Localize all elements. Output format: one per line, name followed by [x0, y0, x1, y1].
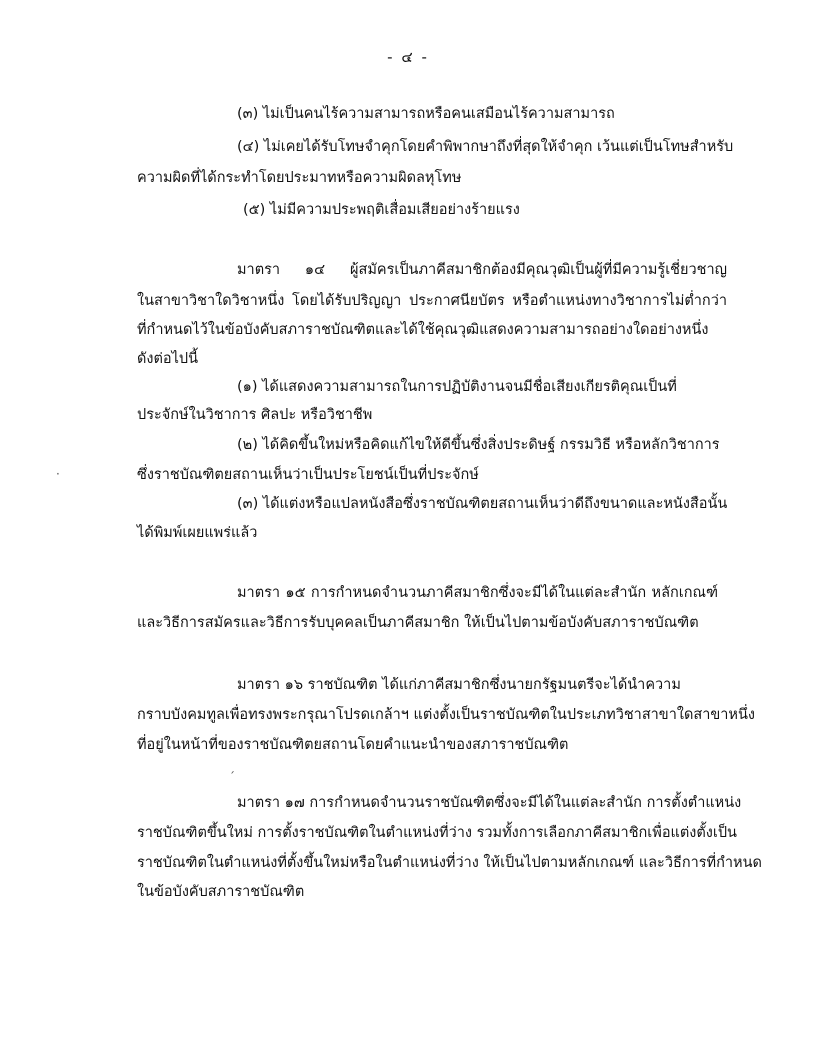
text-line: (๒) ได้คิดขึ้นใหม่หรือคิดแก้ไขให้ดีขึ้นซึ่งสิ่งประดิษฐ์ กรรมวิธี หรือหลักวิชาการ — [237, 437, 720, 453]
text-line: ราชบัณฑิตขึ้นใหม่ การตั้งราชบัณฑิตในตำแหน่งที่ว่าง รวมทั้งการเลือกภาคีสมาชิกเพื่อแต่งตั้งเป็น — [137, 825, 737, 841]
text-line: (๓) ได้แต่งหรือแปลหนังสือซึ่งราชบัณฑิตยสถานเห็นว่าดีถึงขนาดและหนังสือนั้น — [237, 496, 728, 512]
text-line: และวิธีการสมัครและวิธีการรับบุคคลเป็นภาคีสมาชิก ให้เป็นไปตามข้อบังคับสภาราชบัณฑิต — [137, 615, 699, 631]
text-line: ได้พิมพ์เผยแพร่แล้ว — [137, 525, 258, 541]
text-line: ที่อยู่ในหน้าที่ของราชบัณฑิตยสถานโดยคำแนะนำของสภาราชบัณฑิต — [137, 737, 569, 753]
text-line: ในข้อบังคับสภาราชบัณฑิต — [137, 884, 305, 900]
text-line: ประจักษ์ในวิชาการ ศิลปะ หรือวิชาชีพ — [137, 407, 373, 423]
page-number: - ๔ - — [387, 48, 429, 66]
text-line: ดังต่อไปนี้ — [137, 351, 199, 367]
scan-speck: ˊ — [229, 770, 235, 784]
text-line: มาตรา ๑๔ ผู้สมัครเป็นภาคีสมาชิกต้องมีคุณวุฒิเป็นผู้ที่มีความรู้เชี่ยวชาญ — [237, 262, 727, 278]
text-line: ซึ่งราชบัณฑิตยสถานเห็นว่าเป็นประโยชน์เป็นที่ประจักษ์ — [137, 467, 479, 483]
text-line: ที่กำหนดไว้ในข้อบังคับสภาราชบัณฑิตและได้ใช้คุณวุฒิแสดงความสามารถอย่างใดอย่างหนึ่ง — [137, 322, 709, 338]
text-line: (๕) ไม่มีความประพฤติเสื่อมเสียอย่างร้ายแรง — [243, 202, 520, 218]
text-line: มาตรา ๑๗ การกำหนดจำนวนราชบัณฑิตซึ่งจะมีได้ในแต่ละสำนัก การตั้งตำแหน่ง — [237, 795, 742, 811]
text-line: (๔) ไม่เคยได้รับโทษจำคุกโดยคำพิพากษาถึงที่สุดให้จำคุก เว้นแต่เป็นโทษสำหรับ — [237, 139, 734, 155]
text-line: กราบบังคมทูลเพื่อทรงพระกรุณาโปรดเกล้าฯ แต่งตั้งเป็นราชบัณฑิตในประเภทวิชาสาขาใดสาขาหนึ่ง — [137, 707, 755, 723]
text-line: ราชบัณฑิตในตำแหน่งที่ตั้งขึ้นใหม่หรือในตำแหน่งที่ว่าง ให้เป็นไปตามหลักเกณฑ์ และวิธีการที่กำหนด — [137, 855, 762, 871]
text-line: (๓) ไม่เป็นคนไร้ความสามารถหรือคนเสมือนไร้ความสามารถ — [237, 106, 615, 122]
text-line: (๑) ได้แสดงความสามารถในการปฏิบัติงานจนมีชื่อเสียงเกียรติคุณเป็นที่ — [237, 379, 677, 395]
text-line: มาตรา ๑๕ การกำหนดจำนวนภาคีสมาชิกซึ่งจะมีได้ในแต่ละสำนัก หลักเกณฑ์ — [237, 585, 718, 601]
text-line: ความผิดที่ได้กระทำโดยประมาทหรือความผิดลหุโทษ — [137, 170, 462, 186]
text-line: ในสาขาวิชาใดวิชาหนึ่ง โดยได้รับปริญญา ประกาศนียบัตร หรือตำแหน่งทางวิชาการไม่ต่ำกว่า — [137, 293, 727, 309]
text-line: มาตรา ๑๖ ราชบัณฑิต ได้แก่ภาคีสมาชิกซึ่งนายกรัฐมนตรีจะได้นำความ — [237, 677, 681, 693]
scan-speck: · — [56, 467, 60, 481]
